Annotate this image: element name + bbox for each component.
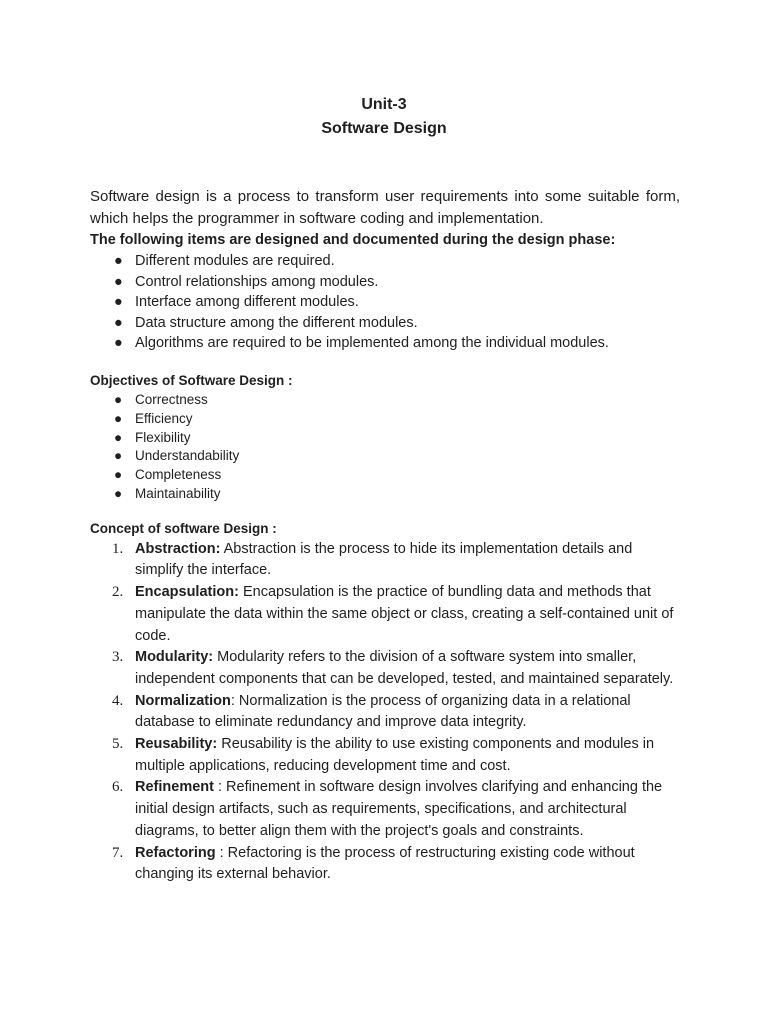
concept-description: : Normalization is the process of organizing data in a relational database to eliminate redundancy and improve data integrity.	[135, 692, 631, 731]
unit-label: Unit-3	[361, 96, 407, 113]
concepts-heading: Concept of software Design :	[90, 520, 277, 536]
document-body	[90, 186, 680, 886]
bullet-icon: ●	[114, 253, 123, 269]
bullet-icon: ●	[114, 429, 123, 445]
item-number: 2.	[112, 584, 124, 601]
list-item	[90, 691, 680, 734]
item-number: 4.	[112, 692, 124, 709]
item-number: 6.	[112, 779, 124, 796]
list-item	[90, 539, 680, 582]
list-item: ● Different modules are required.	[90, 251, 680, 272]
concept-term: Modularity:	[135, 649, 214, 666]
objectives-list	[90, 391, 680, 504]
bullet-icon: ●	[114, 294, 123, 311]
list-item: ● Control relationships among modules.	[90, 272, 680, 293]
concept-term: Normalization	[135, 692, 231, 709]
bullet-icon: ●	[114, 448, 123, 464]
concept-term: Refactoring	[135, 844, 216, 861]
bullet-icon: ●	[114, 410, 123, 426]
objectives-heading: Objectives of Software Design :	[90, 372, 293, 388]
item-number: 3.	[112, 649, 124, 666]
item-number: 1.	[112, 540, 124, 557]
list-item: ● Interface among different modules.	[90, 292, 680, 313]
bullet-icon: ●	[114, 467, 123, 483]
bullet-icon: ●	[114, 391, 123, 407]
design-items-list	[90, 251, 680, 354]
list-item	[90, 734, 680, 777]
list-item: ● Maintainability	[90, 485, 680, 504]
item-number: 7.	[112, 844, 124, 861]
list-item	[90, 843, 680, 886]
concept-description: Reusability is the ability to use existing components and modules in multiple applications, reducing development time and cost.	[135, 736, 655, 774]
list-item: ● Correctness	[90, 391, 680, 410]
concept-description: Encapsulation is the practice of bundling data and methods that manipulate the data within the same object or class, creating a self-contained unit of code.	[135, 584, 674, 644]
concept-description: : Refinement in software design involves clarifying and enhancing the initial design artifacts, such as requirements, specifications, and architectural diagrams, to better align them with the project's goals and constraints.	[135, 779, 663, 839]
list-item: ● Algorithms are required to be implemented among the individual modules.	[90, 333, 680, 354]
list-item: ● Flexibility	[90, 429, 680, 448]
concept-term: Abstraction:	[135, 540, 221, 557]
list-item: ● Completeness	[90, 466, 680, 485]
concept-term: Refinement	[135, 779, 214, 796]
page-title: Software Design	[321, 120, 447, 137]
list-item: ● Understandability	[90, 447, 680, 466]
concept-description: : Refactoring is the process of restructuring existing code without changing its external behavior.	[135, 844, 635, 883]
bullet-icon: ●	[114, 485, 123, 501]
list-item	[90, 582, 680, 647]
list-item	[90, 777, 680, 842]
concept-description: Abstraction is the process to hide its implementation details and simplify the interface.	[135, 540, 633, 579]
title-block	[0, 93, 768, 141]
concepts-list	[90, 539, 680, 886]
concept-term: Reusability:	[135, 736, 218, 753]
list-item	[90, 647, 680, 690]
design-items-heading: The following items are designed and documented during the design phase:	[90, 232, 616, 248]
list-item: ● Data structure among the different modules.	[90, 313, 680, 334]
bullet-icon: ●	[114, 335, 123, 352]
item-number: 5.	[112, 736, 124, 753]
bullet-icon: ●	[114, 314, 123, 331]
concept-term: Encapsulation:	[135, 584, 239, 601]
list-item: ● Efficiency	[90, 410, 680, 429]
concept-description: Modularity refers to the division of a software system into smaller, independent components that can be developed, tested, and maintained separately.	[135, 649, 674, 687]
bullet-icon: ●	[114, 273, 123, 290]
intro-paragraph: Software design is a process to transform user requirements into some suitable form, which helps the programmer in software coding and implementation.	[90, 188, 680, 227]
